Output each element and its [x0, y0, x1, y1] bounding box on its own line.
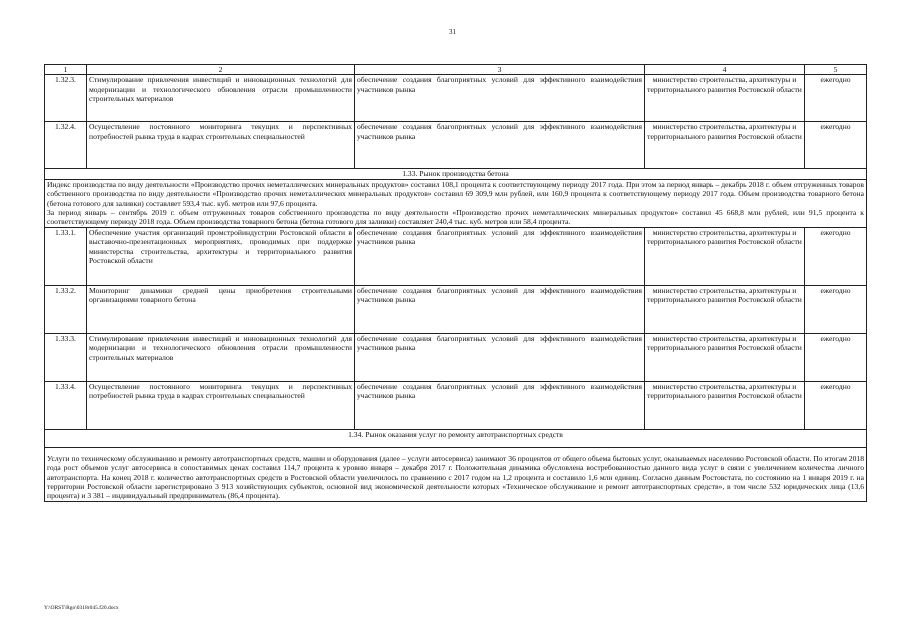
page-number: 31	[449, 28, 456, 36]
row-executor: министерство строительства, архитектуры и территориального развития Ростовской области	[645, 381, 805, 429]
file-path-footer: Y:\ORST\Rgo\0318r045.f20.docx	[44, 605, 119, 611]
row-term: ежегодно	[805, 285, 867, 333]
row-result: обеспечение создания благоприятных условий для эффективного взаимодействия участников рынка	[355, 227, 645, 285]
row-number: 1.33.4.	[45, 381, 87, 429]
row-executor: министерство строительства, архитектуры и территориального развития Ростовской области	[645, 122, 805, 169]
row-description: Стимулирование привлечения инвестиций и инновационных технологий для модернизации и технологического обновления отрасли промышленности строительных материалов	[87, 75, 355, 122]
table-header-row	[45, 65, 867, 75]
header-col-1: 1	[45, 65, 87, 75]
row-description: Обеспечение участия организаций промстройиндустрии Ростовской области в выставочно-презентационных мероприятиях, проводимых при поддержке министерства строительства, архитектуры и территориального развития Ростовской области	[87, 227, 355, 285]
paragraph: Услуги по техническому обслуживанию и ремонту автотранспортных средств, машин и оборудования (далее – услуги автосервиса) занимают 36 процентов от общего объема бытовых услуг, оказываемых населению Ростовской области. По итогам 2018 года рост объемов услуг автосервиса в сопоставимых ценах составил 114,7 процента к уровню января – декабря 2017 г. Положительная динамика обусловлена востребованностью данного вида услуг в связи с увеличением количества личного автотранспорта. На конец 2018 г. количество автотранспортных средств в Ростовской области увеличилось по сравнению с 2017 годом на 1,2 процента и составило 1,6 млн единиц. Согласно данным Ростовстата, по состоянию на 1 января 2019 г. на территории Ростовской области зарегистрировано 3 913 хозяйствующих субъектов, основной вид экономической деятельности которых «Техническое обслуживание и ремонт автотранспортных средств», в том числе 532 юридических лица (13,6 процента) и 3 381 – индивидуальный предприниматель (86,4 процента).	[47, 453, 864, 501]
row-result: обеспечение создания благоприятных условий для эффективного взаимодействия участников рынка	[355, 75, 645, 122]
section-title: 1.34. Рынок оказания услуг по ремонту автотранспортных средств	[45, 429, 867, 447]
row-term: ежегодно	[805, 227, 867, 285]
row-description: Осуществление постоянного мониторинга текущих и перспективных потребностей рынка труда в кадрах строительных специальностей	[87, 381, 355, 429]
header-col-2: 2	[87, 65, 355, 75]
row-executor: министерство строительства, архитектуры и территориального развития Ростовской области	[645, 227, 805, 285]
header-col-5: 5	[805, 65, 867, 75]
row-result: обеспечение создания благоприятных условий для эффективного взаимодействия участников рынка	[355, 122, 645, 169]
section-text	[45, 179, 867, 227]
table-row	[45, 227, 867, 285]
row-number: 1.33.3.	[45, 333, 87, 381]
paragraph: Индекс производства по виду деятельности «Производство прочих неметаллических минеральных продуктов» составил 108,1 процента к соответствующему периоду 2017 года. При этом за период январь – декабрь 2018 г. объем отгруженных товаров собственного производства по виду деятельности «Производство прочих неметаллических минеральных продуктов» составил 69 309,9 млн рублей, или 160,9 процента к соответствующему периоду 2017 года. Объем производства товарного бетона (бетона готового для заливки) составляет 593,4 тыс. куб. метров или 97,6 процента.	[47, 179, 864, 208]
row-term: ежегодно	[805, 333, 867, 381]
table-row	[45, 75, 867, 122]
row-number: 1.32.4.	[45, 122, 87, 169]
section-title-row	[45, 169, 867, 179]
section-text	[45, 447, 867, 501]
table-row	[45, 285, 867, 333]
row-number: 1.33.2.	[45, 285, 87, 333]
row-term: ежегодно	[805, 122, 867, 169]
paragraph: За период январь – сентябрь 2019 г. объем отгруженных товаров собственного производства по виду деятельности «Производство прочих неметаллических минеральных продуктов» составил 45 668,8 млн рублей, или 91,5 процента к соответствующему периоду 2018 года. Объем производства товарного бетона (бетона готового для заливки) составляет 240,4 тыс. куб. метров или 58,4 процента.	[47, 208, 864, 227]
header-col-3: 3	[355, 65, 645, 75]
row-executor: министерство строительства, архитектуры и территориального развития Ростовской области	[645, 333, 805, 381]
row-result: обеспечение создания благоприятных условий для эффективного взаимодействия участников рынка	[355, 285, 645, 333]
section-text-row	[45, 179, 867, 227]
section-title: 1.33. Рынок производства бетона	[45, 169, 867, 179]
section-text-row	[45, 447, 867, 501]
header-col-4: 4	[645, 65, 805, 75]
table-row	[45, 381, 867, 429]
row-number: 1.33.1.	[45, 227, 87, 285]
table-row	[45, 122, 867, 169]
section-title-row	[45, 429, 867, 447]
row-executor: министерство строительства, архитектуры и территориального развития Ростовской области	[645, 75, 805, 122]
row-result: обеспечение создания благоприятных условий для эффективного взаимодействия участников рынка	[355, 333, 645, 381]
row-result: обеспечение создания благоприятных условий для эффективного взаимодействия участников рынка	[355, 381, 645, 429]
row-description: Стимулирование привлечения инвестиций и инновационных технологий для модернизации и технологического обновления отрасли промышленности строительных материалов	[87, 333, 355, 381]
table-row	[45, 333, 867, 381]
row-description: Осуществление постоянного мониторинга текущих и перспективных потребностей рынка труда в кадрах строительных специальностей	[87, 122, 355, 169]
row-term: ежегодно	[805, 381, 867, 429]
measures-table	[44, 64, 867, 502]
row-executor: министерство строительства, архитектуры и территориального развития Ростовской области	[645, 285, 805, 333]
row-number: 1.32.3.	[45, 75, 87, 122]
row-description: Мониторинг динамики средней цены приобретения строительными организациями товарного бетона	[87, 285, 355, 333]
row-term: ежегодно	[805, 75, 867, 122]
